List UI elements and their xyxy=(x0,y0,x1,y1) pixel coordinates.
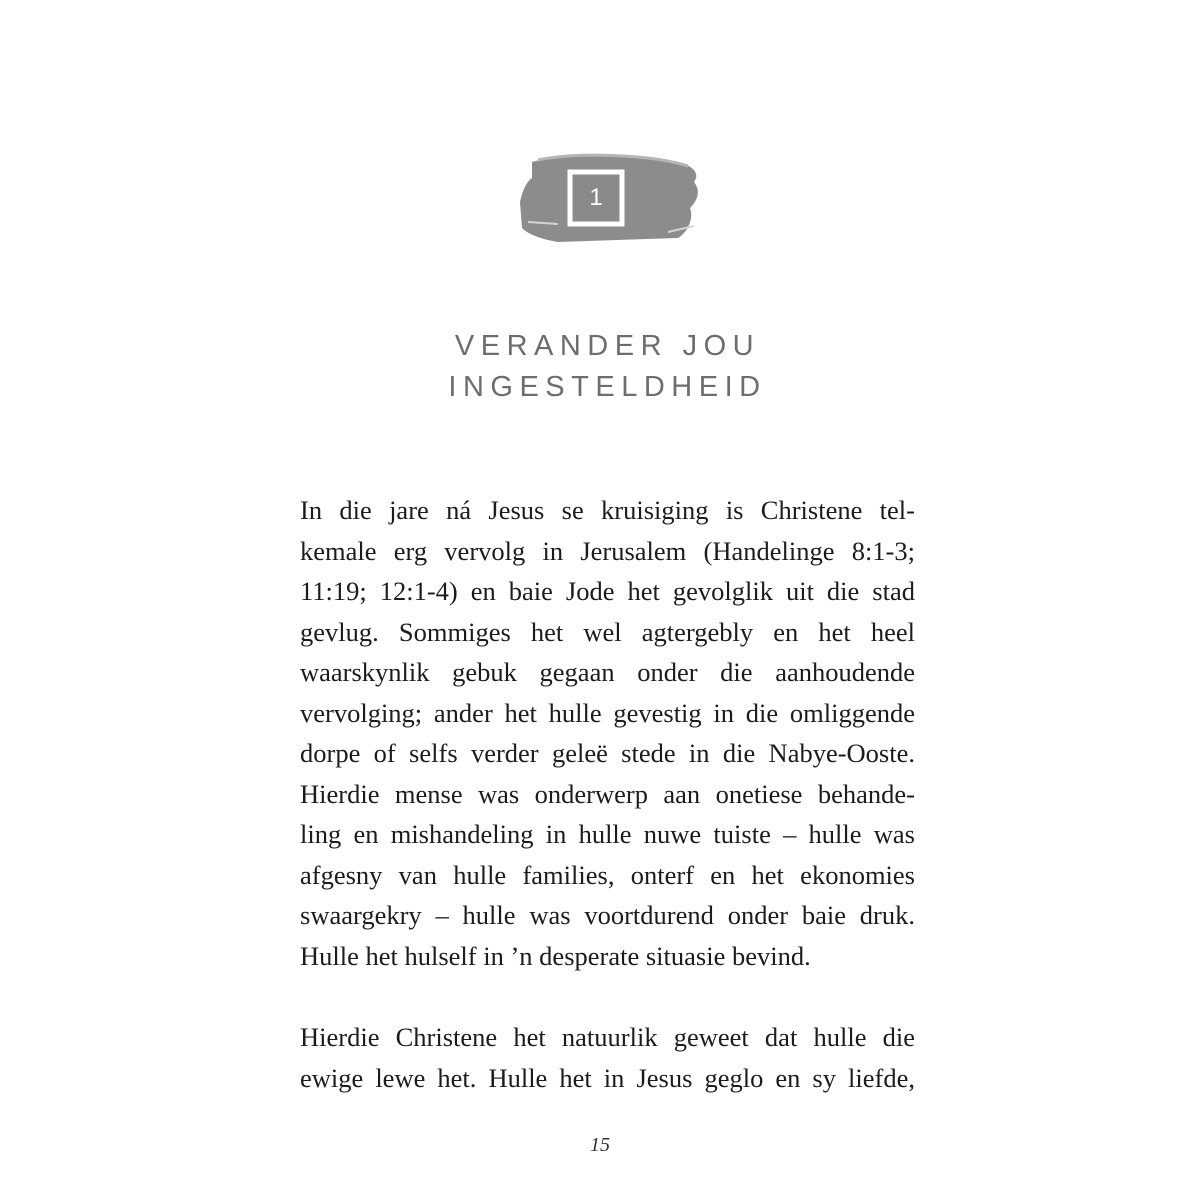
text-line: swaargekry – hulle was voortdurend onder baie druk. xyxy=(300,900,915,930)
text-line: Hierdie mense was onderwerp aan onetiese behande- xyxy=(300,778,915,809)
text-line: afgesny van hulle families, onterf en het ekonomies xyxy=(300,859,915,890)
text-line: vervolging; ander het hulle gevestig in die omliggende xyxy=(300,697,915,728)
chapter-number: 1 xyxy=(589,184,603,211)
paragraph-2 xyxy=(300,1017,915,1098)
text-line: Hierdie Christene het natuurlik geweet dat hulle die xyxy=(300,1022,915,1052)
text-line: waarskynlik gebuk gegaan onder die aanhoudende xyxy=(300,657,915,687)
text-line: ewige lewe het. Hulle het in Jesus geglo en sy liefde, xyxy=(300,1062,915,1093)
chapter-title-line-1: VERANDER JOU xyxy=(454,330,761,362)
text-line: ling en mishandeling in hulle nuwe tuiste – hulle was xyxy=(300,819,915,849)
page-number: 15 xyxy=(590,1134,610,1156)
chapter-number-badge xyxy=(518,152,704,244)
chapter-title-line-2: INGESTELDHEID xyxy=(448,371,767,403)
text-line: In die jare ná Jesus se kruisiging is Christene tel- xyxy=(300,495,915,525)
paragraph-1 xyxy=(300,490,915,976)
text-line: Hulle het hulself in ’n desperate situasie bevind. xyxy=(300,940,811,971)
text-line: kemale erg vervolg in Jerusalem (Handelinge 8:1-3; xyxy=(300,535,915,566)
text-line: gevlug. Sommiges het wel agtergebly en het heel xyxy=(300,616,915,647)
text-line: dorpe of selfs verder geleë stede in die Nabye-Ooste. xyxy=(300,738,915,768)
text-line: 11:19; 12:1-4) en baie Jode het gevolglik uit die stad xyxy=(300,576,915,606)
